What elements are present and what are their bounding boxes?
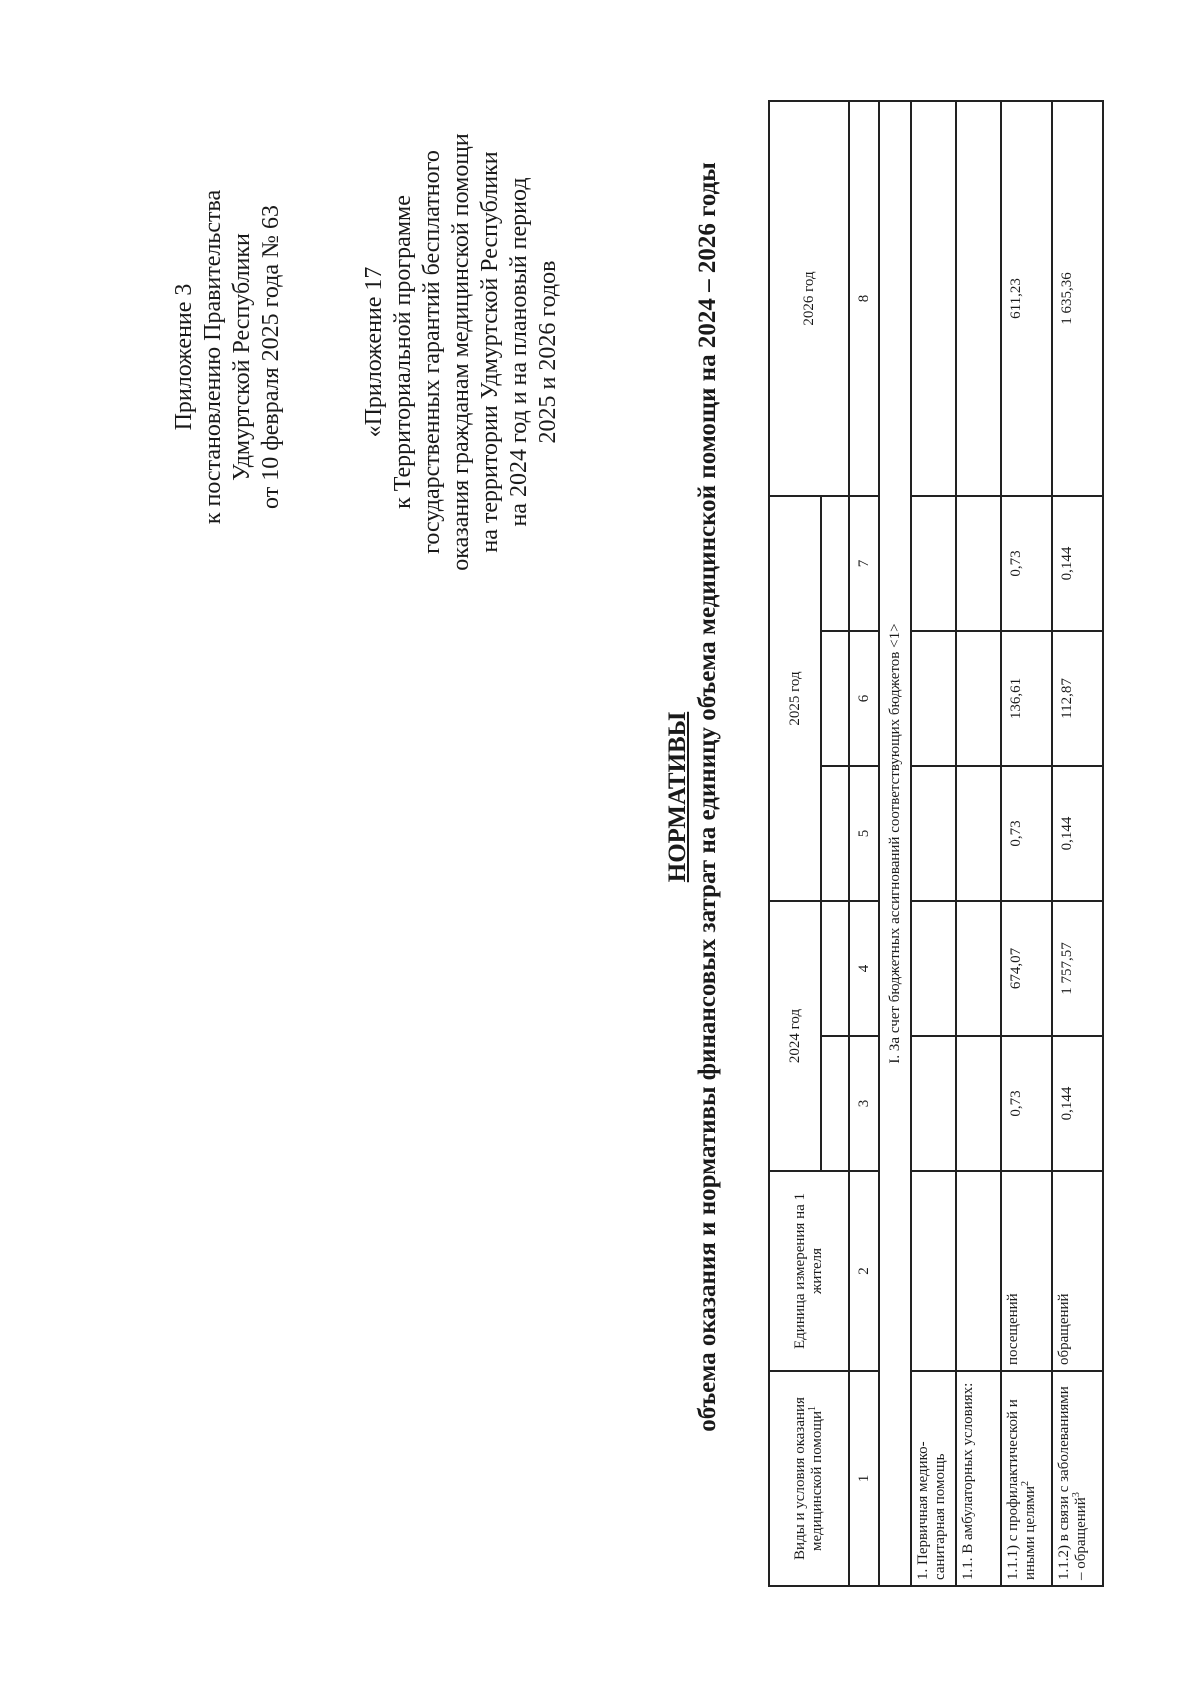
table-row [911, 101, 956, 1586]
program-reference [360, 52, 563, 652]
section-row [879, 101, 911, 1586]
program-reference-line: государственных гарантий бесплатного [419, 150, 445, 554]
column-number: 5 [849, 766, 879, 901]
table-row [1052, 101, 1103, 1586]
row-value [911, 901, 956, 1036]
row-value [911, 101, 956, 496]
appendix-line: от 10 февраля 2025 года № 63 [258, 205, 284, 509]
column-number: 4 [849, 901, 879, 1036]
table-row [1001, 101, 1052, 1586]
appendix-line: к постановлению Правительства [200, 189, 226, 525]
row-value [956, 901, 1001, 1036]
row-name-text: 1.1. В амбулаторных условиях: [960, 1382, 976, 1580]
header-label: 2024 год [786, 1008, 803, 1064]
row-value [956, 766, 1001, 901]
title-subtitle: объема оказания и нормативы финансовых затрат на единицу объема медицинской помощи на 2024 – 2026 годы [694, 162, 721, 1432]
column-number: 2 [849, 1171, 879, 1371]
program-reference-line: на 2024 год и на плановый период [506, 177, 532, 527]
row-value: 0,144 [1052, 1036, 1103, 1171]
row-value [956, 496, 1001, 631]
column-number: 1 [849, 1371, 879, 1586]
row-value: 112,87 [1052, 631, 1103, 766]
appendix-header [170, 77, 286, 637]
row-value: 1 757,57 [1052, 901, 1103, 1036]
header-cell-year-2025 [769, 496, 821, 901]
row-value [956, 101, 1001, 496]
row-value: 136,61 [1001, 631, 1052, 766]
row-name-text: 1.1.1) с профилактической и иными целями [1005, 1399, 1038, 1580]
header-cell-unit [769, 1171, 849, 1371]
header-label: Виды и условия оказания медицинской помощи [792, 1397, 825, 1560]
table-row [956, 101, 1001, 1586]
row-value [911, 766, 956, 901]
header-label: 2026 год [800, 271, 817, 326]
title-main: НОРМАТИВЫ [664, 711, 691, 883]
footnote-mark: 2 [1020, 1481, 1031, 1486]
appendix-line: Удмуртской Республики [229, 233, 255, 481]
row-value: 0,144 [1052, 496, 1103, 631]
row-unit: обращений [1052, 1171, 1103, 1371]
footnote-mark: 1 [807, 1406, 818, 1412]
program-reference-line: оказания гражданам медицинской помощи [448, 133, 474, 571]
row-value [911, 631, 956, 766]
header-cell-year-2024 [769, 901, 821, 1171]
row-value: 0,73 [1001, 496, 1052, 631]
row-value: 0,73 [1001, 766, 1052, 901]
row-value [956, 1036, 1001, 1171]
row-value [956, 631, 1001, 766]
column-number-row [849, 101, 879, 1586]
row-value: 1 635,36 [1052, 101, 1103, 496]
section-title: I. За счет бюджетных ассигнований соответствующих бюджетов <1> [879, 101, 911, 1586]
row-value: 0,144 [1052, 766, 1103, 901]
header-subcell [821, 1036, 849, 1171]
row-unit: посещений [1001, 1171, 1052, 1371]
header-label: 2025 год [786, 671, 803, 726]
program-reference-line: «Приложение 17 [361, 266, 387, 438]
document-title [663, 47, 723, 1547]
row-unit [911, 1171, 956, 1371]
row-value [911, 496, 956, 631]
row-value [911, 1036, 956, 1171]
row-value: 674,07 [1001, 901, 1052, 1036]
row-value: 611,23 [1001, 101, 1052, 496]
column-number: 7 [849, 496, 879, 631]
header-subcell [821, 901, 849, 1036]
row-name [1052, 1371, 1103, 1586]
column-number: 6 [849, 631, 879, 766]
program-reference-line: 2025 и 2026 годов [535, 260, 561, 444]
column-number: 3 [849, 1036, 879, 1171]
row-value: 0,73 [1001, 1036, 1052, 1171]
row-unit [956, 1171, 1001, 1371]
appendix-line: Приложение 3 [171, 283, 197, 431]
header-subcell [821, 496, 849, 631]
program-reference-line: на территории Удмуртской Республики [477, 151, 503, 553]
program-reference-line: к Территориальной программе [390, 195, 416, 509]
header-subcell [821, 766, 849, 901]
header-label: Единица измерения на 1 жителя [792, 1193, 825, 1349]
header-cell-type [769, 1371, 849, 1586]
row-name [911, 1371, 956, 1586]
row-name [1001, 1371, 1052, 1586]
table-header-row [769, 101, 821, 1586]
norms-table [768, 100, 1104, 1587]
row-name [956, 1371, 1001, 1586]
column-number: 8 [849, 101, 879, 496]
row-name-text: 1. Первичная медико-санитарная помощь [915, 1441, 948, 1580]
footnote-mark: 3 [1071, 1492, 1082, 1498]
header-subcell [821, 631, 849, 766]
header-cell-year-2026 [769, 101, 849, 496]
row-name-text: 1.1.2) в связи с заболеваниями – обращений [1056, 1386, 1089, 1580]
